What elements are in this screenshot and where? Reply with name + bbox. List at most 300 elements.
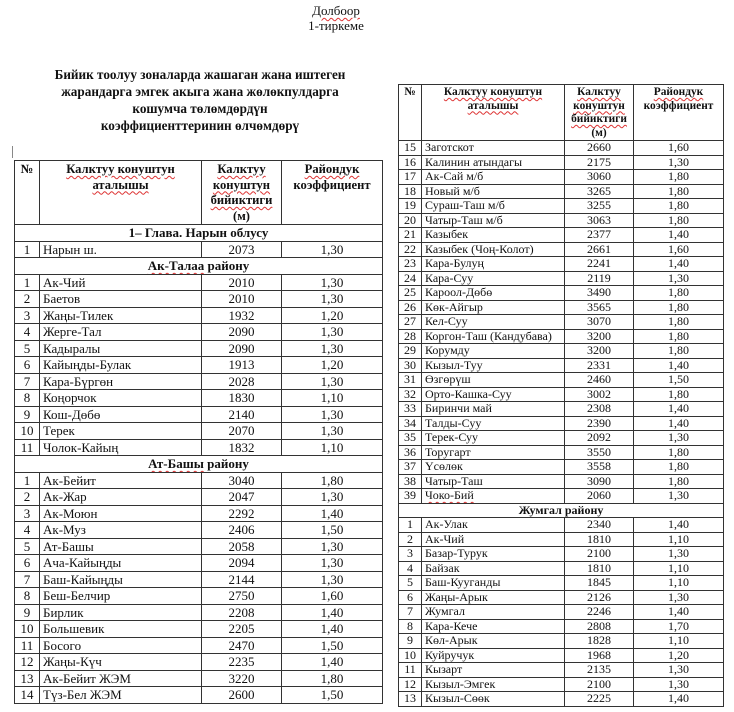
district-title (15, 456, 383, 473)
cell-name: Ак-Чий (40, 274, 202, 291)
cell-coefficient: 1,10 (634, 532, 724, 547)
table-row (15, 588, 383, 605)
cell-coefficient: 1,30 (634, 677, 724, 692)
cell-coefficient: 1,60 (282, 588, 383, 605)
table-row (399, 474, 724, 489)
cell-coefficient: 1,30 (634, 663, 724, 678)
cell-altitude: 3063 (565, 213, 634, 228)
document-header (306, 3, 366, 33)
table-row (399, 228, 724, 243)
table-row (15, 654, 383, 671)
cell-num: 13 (399, 692, 422, 707)
coefficients-table-right (398, 84, 724, 707)
table-row (399, 315, 724, 330)
cell-altitude: 2205 (202, 621, 282, 638)
cell-name: Беш-Белчир (40, 588, 202, 605)
cell-coefficient: 1,80 (634, 474, 724, 489)
table-row (15, 472, 383, 489)
cell-altitude: 2241 (565, 257, 634, 272)
cell-num: 37 (399, 460, 422, 475)
title-line: Бийик тоолуу зоналарда жашаган жана иштеген (54, 67, 346, 82)
table-row (399, 199, 724, 214)
title-line: коэффициенттеринин өлчөмдөрү (100, 118, 300, 133)
cell-name: Казыбек (Чоң-Колот) (422, 242, 565, 257)
col-header-coefficient (634, 85, 724, 141)
cell-name: Кызарт (422, 663, 565, 678)
margin-marker (12, 146, 13, 158)
cell-num: 10 (15, 621, 40, 638)
cell-altitude: 3550 (565, 445, 634, 460)
cell-name: Чатыр-Таш м/б (422, 213, 565, 228)
cell-altitude: 2660 (565, 141, 634, 156)
col-header-coef-line: коэффициент (293, 177, 371, 192)
cell-name: Көк-Айгыр (422, 300, 565, 315)
chapter-row (15, 225, 383, 242)
cell-name: Кароол-Дөбө (422, 286, 565, 301)
cell-num: 1 (15, 274, 40, 291)
cell-name: Кызыл-Сөөк (422, 692, 565, 707)
table-row (15, 637, 383, 654)
cell-name: Өзгөрүш (422, 373, 565, 388)
col-header-altitude (202, 161, 282, 225)
cell-name: Коргон-Таш (Кандубава) (422, 329, 565, 344)
cell-name: Базар-Турук (422, 547, 565, 562)
cell-name: Кара-Суу (422, 271, 565, 286)
table-row (15, 522, 383, 539)
cell-coefficient: 1,40 (634, 257, 724, 272)
cell-altitude: 1932 (202, 307, 282, 324)
cell-name: Кара-Кече (422, 619, 565, 634)
district-name: Ат-Башы (148, 456, 204, 471)
cell-coefficient: 1,40 (634, 402, 724, 417)
table-row (399, 489, 724, 504)
cell-coefficient: 1,30 (282, 241, 383, 258)
cell-num: 19 (399, 199, 422, 214)
cell-num: 3 (399, 547, 422, 562)
cell-num: 35 (399, 431, 422, 446)
cell-altitude: 3220 (202, 670, 282, 687)
chapter-title: 1– Глава. Нарын облусу (15, 225, 383, 242)
col-header-name-line: аталышы (467, 99, 519, 112)
cell-num: 7 (399, 605, 422, 620)
cell-num: 5 (15, 340, 40, 357)
cell-coefficient: 1,30 (634, 155, 724, 170)
cell-coefficient: 1,20 (282, 357, 383, 374)
cell-name: Ак-Сай м/б (422, 170, 565, 185)
table-row (15, 571, 383, 588)
at-bashy-rows (15, 472, 383, 703)
cell-coefficient: 1,20 (634, 648, 724, 663)
district-title (15, 258, 383, 275)
cell-name: Кел-Суу (422, 315, 565, 330)
cell-num: 4 (15, 522, 40, 539)
cell-num: 5 (399, 576, 422, 591)
cell-altitude: 2135 (565, 663, 634, 678)
cell-name: Талды-Суу (422, 416, 565, 431)
table-row (15, 555, 383, 572)
table-row (399, 257, 724, 272)
table-row (399, 619, 724, 634)
cell-altitude: 3002 (565, 387, 634, 402)
cell-num: 3 (15, 505, 40, 522)
cell-name: Ак-Моюн (40, 505, 202, 522)
cell-num: 5 (15, 538, 40, 555)
cell-altitude: 3040 (202, 472, 282, 489)
cell-coefficient: 1,50 (634, 373, 724, 388)
col-header-coef-line: Райондук (653, 86, 704, 98)
cell-num: 33 (399, 402, 422, 417)
table-row (15, 340, 383, 357)
col-header-name-line: Калктуу конуштун (66, 162, 175, 176)
cell-num: 8 (15, 390, 40, 407)
cell-name: Кара-Булуң (422, 257, 565, 272)
cell-num: 39 (399, 489, 422, 504)
cell-name: Чатыр-Таш (422, 474, 565, 489)
table-row (15, 687, 383, 704)
cell-num: 29 (399, 344, 422, 359)
cell-num: 6 (15, 555, 40, 572)
col-header-alt-line: (м) (591, 126, 607, 139)
cell-num: 7 (15, 373, 40, 390)
cell-coefficient: 1,80 (634, 460, 724, 475)
cell-altitude: 2100 (565, 677, 634, 692)
cell-coefficient: 1,40 (634, 605, 724, 620)
cell-altitude: 2144 (202, 571, 282, 588)
cell-coefficient: 1,80 (282, 670, 383, 687)
table-row (15, 373, 383, 390)
cell-altitude: 2047 (202, 489, 282, 506)
table-row (399, 184, 724, 199)
cell-altitude: 2126 (565, 590, 634, 605)
cell-altitude: 1810 (565, 532, 634, 547)
cell-altitude: 2175 (565, 155, 634, 170)
cell-coefficient: 1,80 (634, 286, 724, 301)
col-header-name-line: Калктуу конуштун (443, 86, 543, 98)
cell-name: Көл-Арык (422, 634, 565, 649)
table-row (15, 621, 383, 638)
cell-altitude: 2308 (565, 402, 634, 417)
table-row (399, 213, 724, 228)
cell-num: 1 (399, 518, 422, 533)
col-header-coefficient (282, 161, 383, 225)
cell-name: Ак-Жар (40, 489, 202, 506)
cell-name: Кара-Бүргөн (40, 373, 202, 390)
cell-name: Ача-Кайыңды (40, 555, 202, 572)
col-header-num (15, 161, 40, 225)
cell-coefficient: 1,80 (634, 445, 724, 460)
cell-num: 27 (399, 315, 422, 330)
title-line: жарандарга эмгек акыга жана жөлөкпулдарга (61, 84, 339, 99)
cell-name: Казыбек (422, 228, 565, 243)
table-row (399, 677, 724, 692)
district-row (15, 456, 383, 473)
cell-coefficient: 1,40 (634, 416, 724, 431)
table-row (399, 344, 724, 359)
cell-altitude: 2094 (202, 555, 282, 572)
cell-name: Кызыл-Туу (422, 358, 565, 373)
col-header-name (422, 85, 565, 141)
cell-num: 4 (399, 561, 422, 576)
col-header-altitude (565, 85, 634, 141)
cell-altitude: 3255 (565, 199, 634, 214)
cell-altitude: 2661 (565, 242, 634, 257)
cell-coefficient: 1,10 (634, 576, 724, 591)
cell-num: 2 (399, 532, 422, 547)
cell-altitude: 2028 (202, 373, 282, 390)
cell-name: Биринчи май (422, 402, 565, 417)
cell-altitude: 3490 (565, 286, 634, 301)
col-header-alt-line: Калктуу (217, 162, 266, 176)
cell-num: 3 (15, 307, 40, 324)
document-title (30, 66, 370, 134)
cell-num: 16 (399, 155, 422, 170)
table-header-row (15, 161, 383, 225)
table-row (399, 402, 724, 417)
cell-num: 2 (15, 291, 40, 308)
cell-name: Байзак (422, 561, 565, 576)
table-row (15, 604, 383, 621)
cell-name: Ак-Улак (422, 518, 565, 533)
cell-name: Чолок-Кайың (40, 439, 202, 456)
cell-altitude: 3200 (565, 344, 634, 359)
cell-num: 6 (399, 590, 422, 605)
cell-num: 36 (399, 445, 422, 460)
table-row (15, 307, 383, 324)
district-title: Жумгал району (399, 503, 724, 518)
cell-coefficient: 1,30 (282, 324, 383, 341)
cell-altitude: 2010 (202, 291, 282, 308)
cell-num: 13 (15, 670, 40, 687)
ak-talaa-rows (15, 274, 383, 456)
cell-altitude: 2070 (202, 423, 282, 440)
cell-altitude: 2208 (202, 604, 282, 621)
cell-name: Терек-Суу (422, 431, 565, 446)
cell-altitude: 2470 (202, 637, 282, 654)
cell-num: 26 (399, 300, 422, 315)
cell-coefficient: 1,80 (634, 199, 724, 214)
cell-coefficient: 1,30 (282, 291, 383, 308)
table-row (399, 416, 724, 431)
col-header-num-text: № (404, 86, 416, 98)
table-row (399, 518, 724, 533)
cell-num: 9 (15, 604, 40, 621)
draft-label: Долбоор (312, 3, 360, 18)
cell-num: 34 (399, 416, 422, 431)
cell-coefficient: 1,40 (282, 621, 383, 638)
cell-altitude: 3060 (565, 170, 634, 185)
cell-num: 4 (15, 324, 40, 341)
district-name: Ак-Талаа (147, 258, 205, 273)
cell-altitude: 1913 (202, 357, 282, 374)
cell-coefficient: 1,30 (634, 590, 724, 605)
cell-name: Чоко-Бий (422, 489, 565, 504)
table-row (399, 663, 724, 678)
cell-name: Кош-Дөбө (40, 406, 202, 423)
table-row (15, 439, 383, 456)
cell-coefficient: 1,30 (282, 406, 383, 423)
cell-num: 24 (399, 271, 422, 286)
cell-coefficient: 1,10 (282, 390, 383, 407)
cell-num: 28 (399, 329, 422, 344)
cell-coefficient: 1,50 (282, 522, 383, 539)
table-row (399, 692, 724, 707)
cell-altitude: 2140 (202, 406, 282, 423)
col-header-coef-line: коэффициент (643, 99, 714, 112)
col-header-alt-line: (м) (233, 208, 250, 223)
cell-altitude: 2331 (565, 358, 634, 373)
cell-name: Ат-Башы (40, 538, 202, 555)
cell-name: Кайыңды-Булак (40, 357, 202, 374)
cell-coefficient: 1,80 (634, 213, 724, 228)
cell-coefficient: 1,40 (634, 518, 724, 533)
cell-altitude: 2119 (565, 271, 634, 286)
cell-altitude: 3558 (565, 460, 634, 475)
district-row (399, 503, 724, 518)
col-header-num (399, 85, 422, 141)
col-header-name (40, 161, 202, 225)
cell-coefficient: 1,30 (634, 431, 724, 446)
cell-coefficient: 1,30 (282, 555, 383, 572)
cell-altitude: 2808 (565, 619, 634, 634)
col-header-alt-line: конуштун (212, 177, 271, 192)
cell-altitude: 1968 (565, 648, 634, 663)
cell-num: 1 (15, 241, 40, 258)
cell-num: 9 (15, 406, 40, 423)
cell-coefficient: 1,30 (282, 489, 383, 506)
cell-coefficient: 1,40 (634, 228, 724, 243)
cell-name: Ак-Чий (422, 532, 565, 547)
cell-altitude: 2377 (565, 228, 634, 243)
title-line: кошумча төлөмдөрдүн (132, 101, 268, 116)
cell-altitude: 3070 (565, 315, 634, 330)
cell-name: Калинин атындагы (422, 155, 565, 170)
cell-num: 38 (399, 474, 422, 489)
table-row (15, 291, 383, 308)
table-row (15, 390, 383, 407)
cell-num: 17 (399, 170, 422, 185)
cell-coefficient: 1,80 (634, 315, 724, 330)
cell-num: 12 (399, 677, 422, 692)
district-suffix: району (204, 258, 250, 273)
cell-coefficient: 1,30 (282, 373, 383, 390)
cell-num: 32 (399, 387, 422, 402)
table-row (15, 505, 383, 522)
cell-name: Большевик (40, 621, 202, 638)
cell-name: Жерге-Тал (40, 324, 202, 341)
cell-altitude: 2246 (565, 605, 634, 620)
table-row (15, 406, 383, 423)
col-header-alt-line: Калктуу (577, 86, 621, 98)
cell-coefficient: 1,30 (634, 271, 724, 286)
cell-name: Куйручук (422, 648, 565, 663)
cell-num: 8 (399, 619, 422, 634)
cell-name: Ак-Муз (40, 522, 202, 539)
cell-altitude: 2073 (202, 241, 282, 258)
cell-coefficient: 1,30 (634, 489, 724, 504)
table-row (399, 576, 724, 591)
table-row (399, 590, 724, 605)
cell-coefficient: 1,50 (282, 637, 383, 654)
cell-num: 2 (15, 489, 40, 506)
table-row (15, 489, 383, 506)
cell-num: 23 (399, 257, 422, 272)
jumgal-rows (399, 518, 724, 707)
table-row (15, 241, 383, 258)
cell-name: Торугарт (422, 445, 565, 460)
cell-name: Босого (40, 637, 202, 654)
cell-num: 15 (399, 141, 422, 156)
cell-num: 7 (15, 571, 40, 588)
cell-name: Орто-Кашка-Суу (422, 387, 565, 402)
cell-coefficient: 1,60 (634, 242, 724, 257)
cell-altitude: 1828 (565, 634, 634, 649)
table-row (15, 538, 383, 555)
cell-altitude: 2406 (202, 522, 282, 539)
cell-name: Терек (40, 423, 202, 440)
cell-altitude: 3090 (565, 474, 634, 489)
cell-coefficient: 1,10 (282, 439, 383, 456)
cell-coefficient: 1,40 (634, 692, 724, 707)
cell-coefficient: 1,40 (282, 505, 383, 522)
cell-num: 25 (399, 286, 422, 301)
cell-num: 10 (15, 423, 40, 440)
cell-coefficient: 1,80 (634, 300, 724, 315)
cell-coefficient: 1,30 (282, 571, 383, 588)
cell-num: 11 (399, 663, 422, 678)
table-row (399, 155, 724, 170)
table-row (15, 274, 383, 291)
cell-altitude: 2058 (202, 538, 282, 555)
cell-num: 31 (399, 373, 422, 388)
col-header-num-text: № (20, 162, 34, 176)
table-row (15, 357, 383, 374)
cell-coefficient: 1,80 (634, 387, 724, 402)
table-row (399, 532, 724, 547)
cell-name: Түз-Бел ЖЭМ (40, 687, 202, 704)
table-row (399, 605, 724, 620)
cell-num: 11 (15, 439, 40, 456)
table-row (15, 423, 383, 440)
cell-num: 14 (15, 687, 40, 704)
table-row (399, 387, 724, 402)
district-title-text (148, 258, 249, 273)
cell-num: 20 (399, 213, 422, 228)
coefficients-table-left (14, 160, 383, 704)
cell-altitude: 3265 (565, 184, 634, 199)
table-row (399, 561, 724, 576)
cell-name: Коңорчок (40, 390, 202, 407)
cell-num: 12 (15, 654, 40, 671)
cell-altitude: 2600 (202, 687, 282, 704)
cell-coefficient: 1,80 (634, 329, 724, 344)
cell-name: Сураш-Таш м/б (422, 199, 565, 214)
cell-num: 1 (15, 472, 40, 489)
cell-name: Ак-Бейит ЖЭМ (40, 670, 202, 687)
table-row (399, 141, 724, 156)
cell-altitude: 2060 (565, 489, 634, 504)
cell-coefficient: 1,40 (282, 654, 383, 671)
cell-coefficient: 1,80 (282, 472, 383, 489)
cell-coefficient: 1,40 (634, 358, 724, 373)
table-row (399, 547, 724, 562)
cell-altitude: 1830 (202, 390, 282, 407)
cell-num: 8 (15, 588, 40, 605)
cell-altitude: 2090 (202, 324, 282, 341)
cell-altitude: 3565 (565, 300, 634, 315)
cell-coefficient: 1,80 (634, 170, 724, 185)
table-row (399, 445, 724, 460)
table-row (399, 648, 724, 663)
